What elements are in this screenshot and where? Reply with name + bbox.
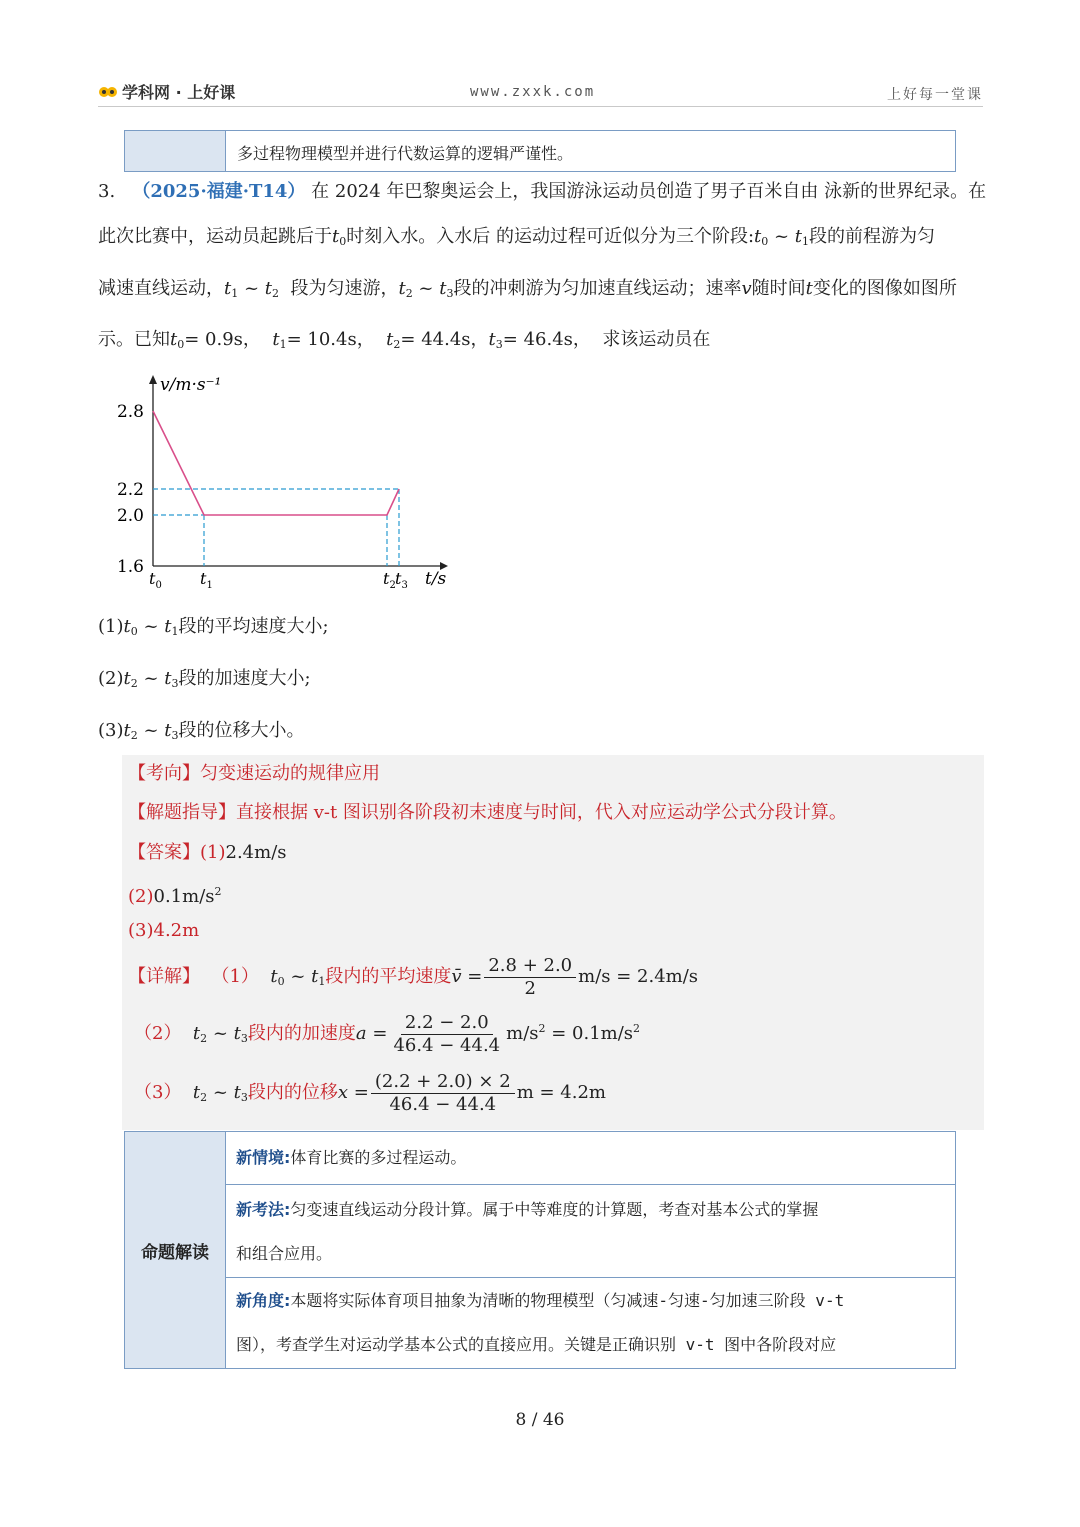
sub-q-number: (3) (98, 720, 124, 741)
sub-1: 1 (279, 338, 287, 351)
q-text: 随时间 (751, 278, 806, 299)
exponent: 2 (538, 1022, 546, 1035)
y-axis-label: v/m·s⁻¹ (160, 375, 222, 395)
detail-label: 【详解】 (128, 966, 200, 987)
exponent: 2 (633, 1022, 641, 1035)
sub-2: 2 (130, 677, 138, 690)
tilde: ~ (768, 226, 795, 247)
sub-0: 0 (339, 235, 347, 248)
t1-value: = 10.4s， (286, 329, 375, 350)
answer-1-number: (1) (200, 842, 226, 863)
detail-3-result: m = 4.2m (516, 1082, 606, 1103)
sub-3: 3 (240, 1091, 248, 1104)
fraction-numerator: (2.2 + 2.0) × 2 (371, 1071, 515, 1094)
y-tick-label: 2.2 (116, 480, 144, 500)
t-symbol: t (164, 720, 172, 741)
question-number: 3. (98, 181, 116, 202)
row-1-label: 新情境: (236, 1148, 291, 1167)
row-2-text-b: 和组合应用。 (236, 1244, 333, 1263)
analysis-row-3 (226, 1278, 955, 1368)
page-number: 8 / 46 (515, 1410, 565, 1430)
t-symbol: t (754, 226, 762, 247)
detail-3-number: （3） (134, 1082, 182, 1103)
question-line-1 (98, 180, 986, 204)
row-2-label: 新考法: (236, 1200, 291, 1219)
tilde: ~ (137, 720, 165, 741)
tilde: ~ (207, 1023, 234, 1044)
fraction-denominator: 46.4 − 44.4 (389, 1093, 497, 1115)
t-symbol: t (164, 668, 172, 689)
q-text: 变化的图像如图所 (812, 278, 957, 299)
t-symbol: t (170, 329, 178, 350)
answer-2-number: (2) (128, 886, 154, 907)
detail-1 (128, 953, 698, 1006)
analysis-row-1 (226, 1132, 955, 1185)
x-tick-label: $t_2$ (383, 569, 396, 591)
sub-1: 1 (171, 625, 179, 638)
tilde: ~ (412, 278, 440, 299)
tilde: ~ (137, 668, 165, 689)
detail-3-text: 段内的位移 (247, 1082, 338, 1103)
t0-value: = 0.9s， (184, 329, 261, 350)
guide-text: 直接根据 v-t 图识别各阶段初末速度与时间，代入对应运动学公式分段计算。 (236, 802, 847, 823)
q-text: 减速直线运动， (98, 278, 224, 299)
answer-2-line (128, 879, 222, 910)
sub-0: 0 (177, 338, 185, 351)
t-symbol: t (233, 1082, 241, 1103)
tilde: ~ (238, 278, 265, 299)
row-1-text: 体育比赛的多过程运动。 (290, 1148, 467, 1167)
sub-1: 1 (231, 287, 239, 300)
detail-2-text: 段内的加速度 (247, 1023, 356, 1044)
fraction (371, 1071, 515, 1116)
kaoxiang-label: 【考向】 (128, 763, 200, 784)
fraction-numerator: 2.2 − 2.0 (401, 1012, 493, 1035)
site-url: www.zxxk.com (470, 84, 596, 100)
detail-2-number: （2） (134, 1023, 182, 1044)
tilde: ~ (137, 616, 165, 637)
x-axis-label: t/s (425, 569, 447, 589)
sub-question-1 (98, 615, 329, 644)
analysis-row-2 (226, 1185, 955, 1278)
brand-logo (98, 80, 235, 103)
t-symbol: t (272, 329, 280, 350)
x-tick-label: $t_3$ (395, 569, 408, 591)
t-symbol: t (488, 329, 496, 350)
v-symbol: v (741, 278, 752, 299)
t-symbol: t (192, 1082, 201, 1103)
answer-2-exponent: 2 (214, 885, 222, 898)
answer-1: 2.4m/s (225, 842, 287, 863)
q-text: 此次比赛中，运动员起跳后于 (98, 226, 332, 247)
t-symbol: t (398, 278, 406, 299)
sub-2: 2 (405, 287, 413, 300)
analysis-table (124, 1131, 956, 1369)
sub-2: 2 (130, 729, 138, 742)
owl-logo-icon (98, 85, 118, 99)
q-text: 段的前程游为匀 (809, 226, 936, 247)
t-symbol: t (386, 329, 394, 350)
answer-2: 0.1m/s (153, 886, 215, 907)
a-lhs: a = (355, 1023, 388, 1044)
q-text: 时刻入水。入水后 的运动过程可近似分为三个阶段: (346, 226, 755, 247)
x-tick-label: $t_0$ (149, 569, 162, 591)
t-symbol: t (270, 966, 278, 987)
detail-1-result: m/s = 2.4m/s (578, 966, 699, 987)
fraction (389, 1012, 504, 1057)
sub-q-number: (2) (98, 668, 124, 689)
answer-box (122, 755, 984, 1130)
sub-q-number: (1) (98, 616, 124, 637)
guide-line (128, 800, 847, 826)
question-line-4 (98, 328, 710, 357)
row-2-text-a: 匀变速直线运动分段计算。属于中等难度的计算题，考查对基本公式的掌握 (290, 1200, 819, 1219)
sub-2: 2 (200, 1032, 208, 1045)
sub-0: 0 (130, 625, 138, 638)
t-symbol: t (123, 720, 131, 741)
t-symbol: t (233, 1023, 241, 1044)
sub-3: 3 (446, 287, 454, 300)
sub-3: 3 (171, 677, 179, 690)
question-source: （2025·福建·T14） (132, 181, 306, 202)
t-symbol: t (123, 616, 131, 637)
detail-3 (134, 1067, 606, 1124)
top-table (124, 130, 956, 172)
y-tick-label: 2.0 (116, 506, 144, 526)
question-line-1-text: 在 2024 年巴黎奥运会上，我国游泳运动员创造了男子百米自由 泳新的世界纪录。在 (311, 181, 987, 202)
sub-q-text: 段的平均速度大小; (178, 616, 329, 637)
vt-chart (100, 370, 460, 595)
sub-1: 1 (802, 235, 810, 248)
t-symbol: t (794, 226, 803, 247)
analysis-table-label: 命题解读 (125, 1132, 226, 1368)
y-axis-arrow (149, 375, 157, 384)
logo-text: 学科网 · 上好课 (122, 83, 236, 102)
sub-3: 3 (171, 729, 179, 742)
sub-q-text: 段的位移大小。 (178, 720, 305, 741)
answer-3: (3)4.2m (128, 920, 200, 941)
top-table-text: 多过程物理模型并进行代数运算的逻辑严谨性。 (237, 144, 574, 163)
sub-q-text: 段的加速度大小; (178, 668, 311, 689)
answer-label: 【答案】 (128, 842, 200, 863)
t-symbol: t (123, 668, 131, 689)
question-line-3 (98, 277, 957, 306)
sub-0: 0 (761, 235, 769, 248)
sub-0: 0 (277, 975, 285, 988)
top-table-label-cell (125, 131, 226, 171)
kaoxiang-line (128, 761, 380, 787)
q-text: 示。已知 (98, 329, 170, 350)
sub-2: 2 (200, 1091, 208, 1104)
sub-2: 2 (393, 338, 401, 351)
row-3-text-a: 本题将实际体育项目抽象为清晰的物理模型（匀减速-匀速-匀加速三阶段 v-t (290, 1291, 845, 1310)
q-text: 求该运动员在 (602, 329, 711, 350)
t-symbol: t (264, 278, 272, 299)
question-line-2 (98, 225, 935, 254)
q-text: 段为匀速游， (290, 278, 399, 299)
fraction-denominator: 2 (524, 977, 536, 999)
header-slogan: 上好每一堂课 (887, 87, 983, 103)
answer-line (128, 840, 287, 866)
fraction-denominator: 46.4 − 44.4 (393, 1034, 501, 1056)
x-lhs: x = (337, 1082, 369, 1103)
page-header (98, 78, 983, 107)
velocity-series-line (153, 411, 399, 515)
row-3-text-b: 图），考查学生对运动学基本公式的直接应用。关键是正确识别 v-t 图中各阶段对应 (236, 1335, 837, 1354)
detail-1-text: 段内的平均速度 (325, 966, 452, 987)
x-tick-label: $t_1$ (200, 569, 213, 591)
sub-2: 2 (272, 287, 279, 300)
t2-value: = 44.4s， (400, 329, 489, 350)
sub-question-2 (98, 667, 311, 696)
t-symbol: t (164, 616, 172, 637)
guide-label: 【解题指导】 (128, 802, 236, 823)
t-symbol: t (332, 226, 340, 247)
v-bar-lhs: v̄ = (451, 966, 483, 987)
tilde: ~ (207, 1082, 234, 1103)
sub-3: 3 (495, 338, 503, 351)
detail-2-result: = 0.1m/s (545, 1023, 634, 1044)
fraction (484, 955, 576, 1000)
sub-1: 1 (318, 975, 326, 988)
sub-question-3 (98, 719, 305, 748)
row-3-label: 新角度: (236, 1291, 291, 1310)
kaoxiang-text: 匀变速运动的规律应用 (200, 763, 380, 784)
sub-3: 3 (240, 1032, 248, 1045)
t-symbol: t (224, 278, 232, 299)
t-symbol: t (311, 966, 319, 987)
q-text: 段的冲刺游为匀加速直线运动；速率 (453, 278, 742, 299)
fraction-numerator: 2.8 + 2.0 (484, 955, 576, 978)
t-symbol: t (439, 278, 447, 299)
detail-2-unit: m/s (506, 1023, 539, 1044)
tilde: ~ (284, 966, 312, 987)
detail-1-number: （1） (211, 966, 259, 987)
t3-value: = 46.4s， (502, 329, 591, 350)
y-tick-label: 2.8 (116, 402, 144, 422)
y-tick-label: 1.6 (116, 557, 144, 577)
t-symbol: t (805, 278, 813, 299)
detail-2 (134, 1005, 640, 1063)
t-symbol: t (192, 1023, 201, 1044)
